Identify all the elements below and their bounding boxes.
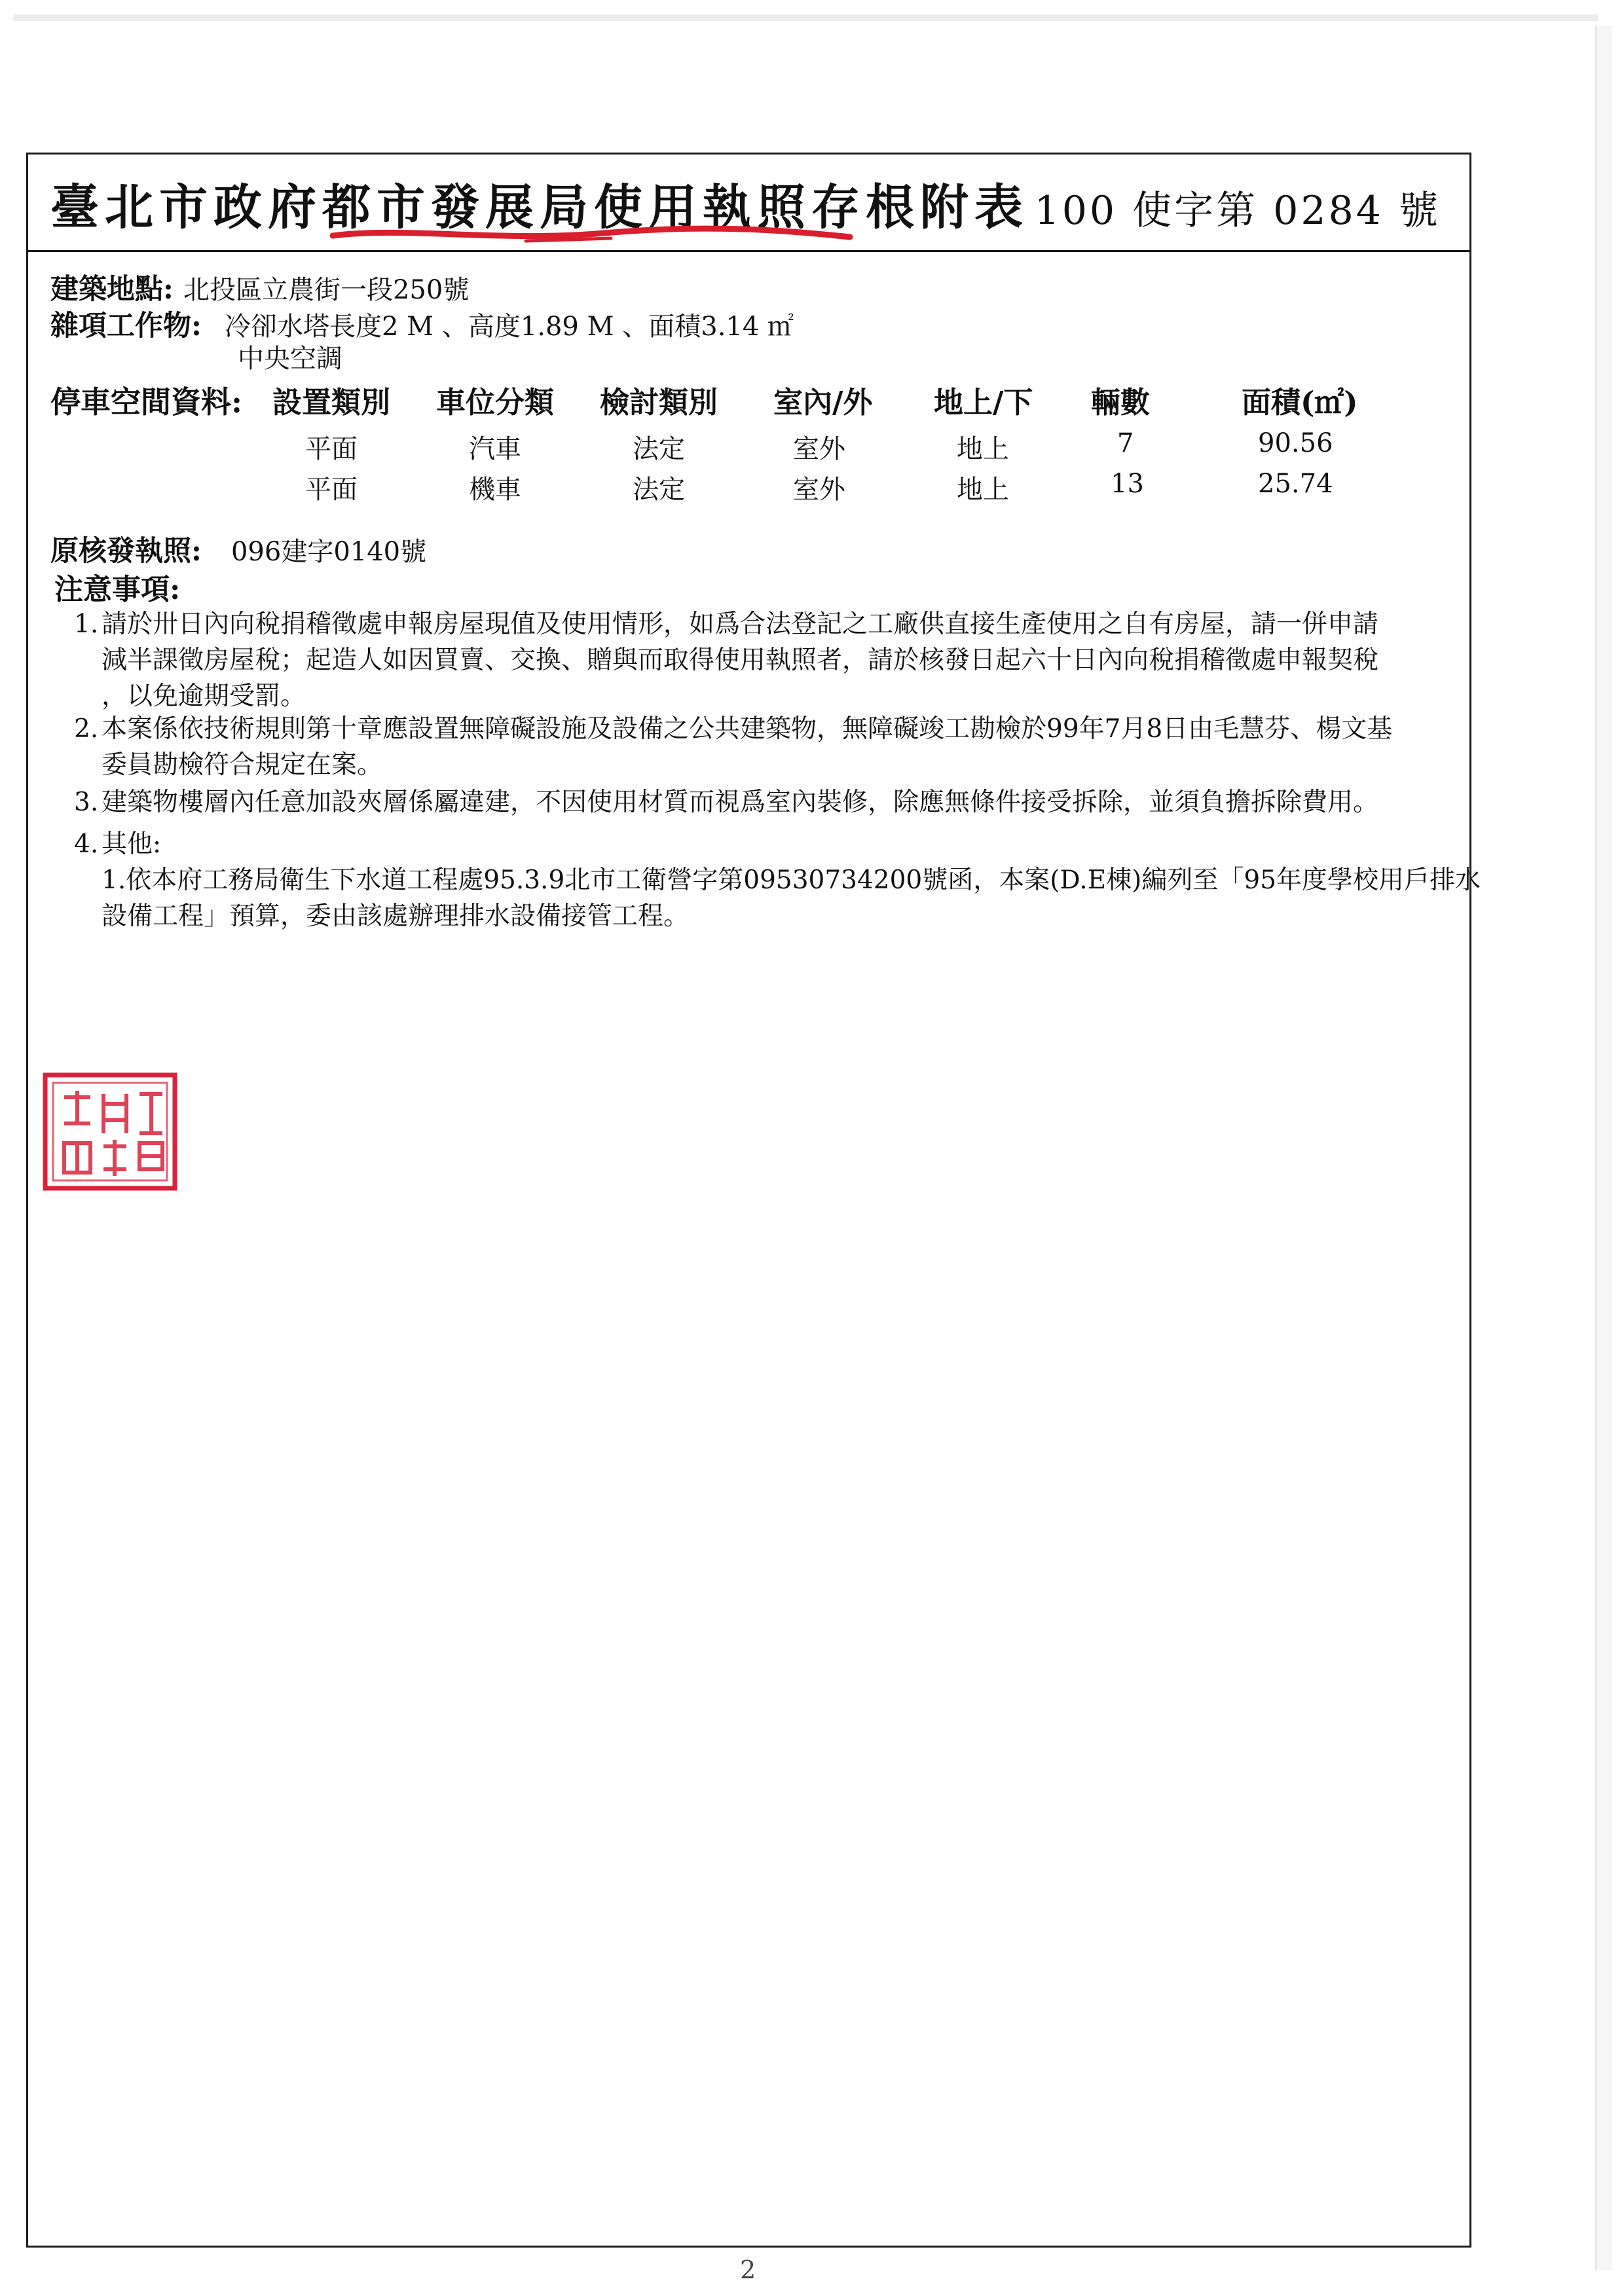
parking-header-level: 地上/下 bbox=[934, 385, 1033, 420]
original-permit-row bbox=[50, 529, 426, 569]
page-number: 2 bbox=[740, 2255, 756, 2284]
note-line: 減半課徵房屋稅；起造人如因買賣、交換、贈與而取得使用執照者，請於核發日起六十日內向稅捐稽徵處申報契稅 bbox=[101, 646, 1379, 675]
note-line: 其他: bbox=[101, 829, 162, 859]
note-number: 1. bbox=[74, 610, 99, 639]
parking-cell: 法定 bbox=[633, 475, 685, 505]
misc-works-line2: 中央空調 bbox=[238, 344, 342, 374]
parking-cell: 90.56 bbox=[1258, 428, 1333, 458]
parking-cell: 機車 bbox=[469, 475, 521, 505]
scan-right-edge bbox=[1595, 26, 1612, 2270]
parking-header-type: 設置類別 bbox=[272, 385, 391, 420]
parking-header-count: 輛數 bbox=[1091, 385, 1151, 420]
note-line: 委員勘檢符合規定在案。 bbox=[101, 750, 383, 780]
misc-works-line1: 冷卻水塔長度2 M 、高度1.89 M 、面積3.14 ㎡ bbox=[224, 312, 794, 342]
parking-label: 停車空間資料: bbox=[50, 384, 242, 420]
parking-cell: 地上 bbox=[957, 475, 1009, 505]
site-value: 北投區立農街一段250號 bbox=[183, 275, 470, 305]
parking-cell: 地上 bbox=[957, 434, 1009, 464]
parking-cell: 25.74 bbox=[1258, 469, 1333, 499]
parking-cell: 平面 bbox=[305, 475, 358, 505]
misc-works-row bbox=[50, 304, 794, 344]
parking-header-area: 面積(㎡) bbox=[1242, 385, 1358, 420]
notes-label: 注意事項: bbox=[54, 573, 181, 606]
red-seal-stamp bbox=[41, 1071, 179, 1192]
note-line: 設備工程」預算，委由該處辦理排水設備接管工程。 bbox=[101, 902, 690, 931]
note-line: ，以免逾期受罰。 bbox=[101, 682, 306, 711]
parking-cell: 室外 bbox=[793, 434, 845, 464]
parking-header-review: 檢討類別 bbox=[600, 385, 718, 420]
note-line: 請於卅日內向稅捐稽徵處申報房屋現值及使用情形，如爲合法登記之工廠供直接生產使用之自有房屋，請一併申請 bbox=[101, 610, 1379, 639]
parking-cell: 平面 bbox=[305, 434, 358, 464]
document-title: 臺北市政府都市發展局使用執照存根附表 bbox=[50, 179, 1029, 236]
permit-number: 100 使字第 0284 號 bbox=[1034, 188, 1441, 234]
parking-cell: 法定 bbox=[633, 434, 685, 464]
parking-header-indoor: 室內/外 bbox=[773, 385, 873, 420]
parking-cell: 室外 bbox=[793, 475, 845, 505]
parking-cell: 13 bbox=[1111, 469, 1144, 499]
site-label: 建築地點: bbox=[50, 273, 174, 306]
scan-top-edge bbox=[13, 14, 1598, 21]
site-row bbox=[50, 267, 469, 307]
note-line: 本案係依技術規則第十章應設置無障礙設施及設備之公共建築物，無障礙竣工勘檢於99年7月8日由毛慧芬、楊文基 bbox=[101, 714, 1393, 744]
note-line: 1.依本府工務局衛生下水道工程處95.3.9北市工衛營字第09530734200號函，本案(D.E棟)編列至「95年度學校用戶排水 bbox=[101, 866, 1481, 895]
note-number: 4. bbox=[74, 829, 99, 859]
parking-header-category: 車位分類 bbox=[436, 385, 555, 420]
original-permit-label: 原核發執照: bbox=[50, 535, 202, 568]
misc-works-label: 雜項工作物: bbox=[50, 310, 202, 342]
original-permit-value: 096建字0140號 bbox=[231, 537, 427, 567]
note-number: 2. bbox=[74, 714, 99, 744]
parking-cell: 7 bbox=[1117, 428, 1134, 458]
permit-sheet bbox=[26, 153, 1481, 2248]
title-row bbox=[28, 155, 1469, 252]
note-line: 建築物樓層內任意加設夾層係屬違建，不因使用材質而視爲室內裝修，除應無條件接受拆除，並須負擔拆除費用。 bbox=[101, 788, 1379, 817]
parking-cell: 汽車 bbox=[469, 434, 521, 464]
note-number: 3. bbox=[74, 788, 99, 817]
